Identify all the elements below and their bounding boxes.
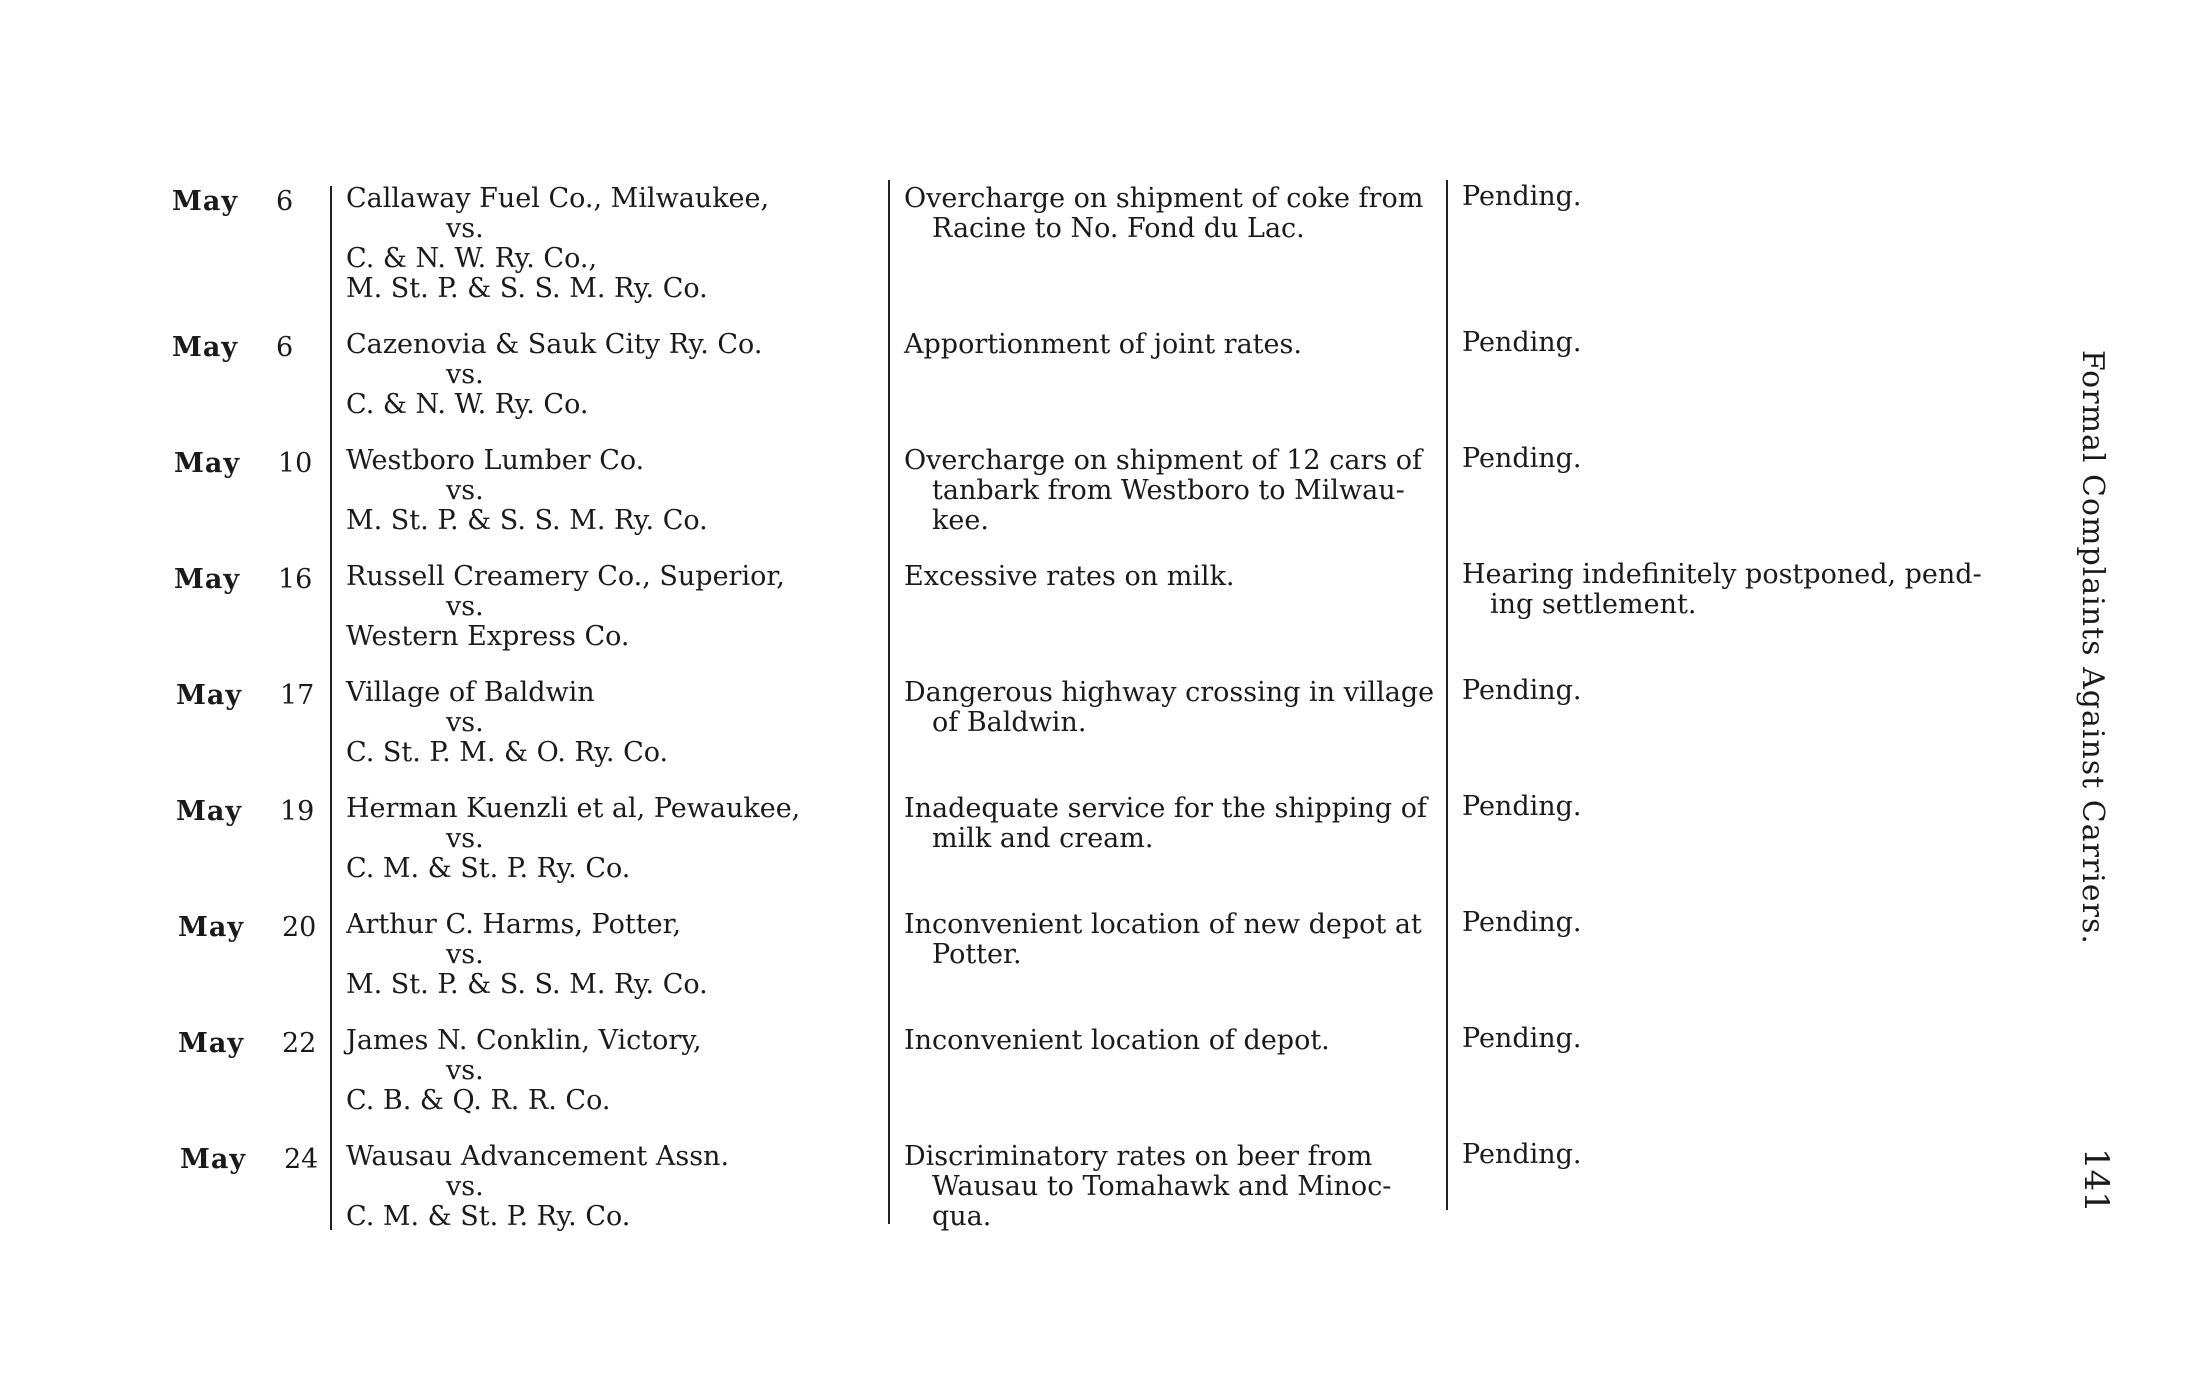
entry-date <box>176 796 315 827</box>
complaint-status <box>1462 908 2012 938</box>
complaint-status <box>1462 676 2012 706</box>
entry-date <box>172 186 294 217</box>
respondent: C. & N. W. Ry. Co. <box>346 389 589 420</box>
nature-line: Inconvenient location of new depot at <box>904 909 1422 940</box>
entry-month: May <box>172 332 239 363</box>
nature-line: Overcharge on shipment of coke from <box>904 183 1424 214</box>
nature-line: Inadequate service for the shipping of <box>904 793 1428 824</box>
entry-month: May <box>176 796 243 827</box>
complainant: Wausau Advancement Assn. <box>346 1141 730 1172</box>
entry-date <box>174 564 313 595</box>
entry-date <box>178 912 317 943</box>
respondent: Western Express Co. <box>346 621 630 652</box>
nature-of-complaint <box>904 1026 1440 1056</box>
entry-day: 22 <box>282 1028 317 1059</box>
respondent: C. M. & St. P. Ry. Co. <box>346 853 631 884</box>
entry-day: 17 <box>280 680 315 711</box>
entry-day: 10 <box>278 448 313 479</box>
page-number: 141 <box>2076 1148 2116 1213</box>
entry-date <box>178 1028 317 1059</box>
nature-line: tanbark from Westboro to Milwau- <box>932 475 1405 506</box>
nature-line: milk and cream. <box>932 823 1154 854</box>
entry-day: 6 <box>276 186 294 217</box>
nature-line: Dangerous highway crossing in village <box>904 677 1435 708</box>
nature-line: Discriminatory rates on beer from <box>904 1141 1373 1172</box>
entry-parties <box>346 1142 729 1232</box>
status-line: Pending. <box>1462 181 1582 212</box>
complainant: Village of Baldwin <box>346 677 595 708</box>
status-line: Pending. <box>1462 907 1582 938</box>
entry-parties <box>346 1026 702 1116</box>
entry-date <box>174 448 313 479</box>
nature-line: Excessive rates on milk. <box>904 561 1235 592</box>
entry-parties <box>346 794 800 884</box>
status-line: Pending. <box>1462 443 1582 474</box>
respondent: C. B. & Q. R. R. Co. <box>346 1085 611 1116</box>
versus-label: vs. <box>446 707 484 738</box>
complainant: Cazenovia & Sauk City Ry. Co. <box>346 329 763 360</box>
status-line: Pending. <box>1462 327 1582 358</box>
status-line: Pending. <box>1462 791 1582 822</box>
versus-label: vs. <box>446 359 484 390</box>
nature-line: qua. <box>932 1201 992 1232</box>
complaint-status <box>1462 1024 2012 1054</box>
nature-of-complaint <box>904 330 1440 360</box>
entry-date <box>180 1144 319 1175</box>
complaint-status <box>1462 792 2012 822</box>
versus-label: vs. <box>446 939 484 970</box>
respondent: C. M. & St. P. Ry. Co. <box>346 1201 631 1232</box>
complaint-status <box>1462 328 2012 358</box>
nature-of-complaint <box>904 678 1440 738</box>
entry-month: May <box>172 186 239 217</box>
respondent: M. St. P. & S. S. M. Ry. Co. <box>346 969 708 1000</box>
nature-line: kee. <box>932 505 989 536</box>
respondent: M. St. P. & S. S. M. Ry. Co. <box>346 273 708 304</box>
entry-month: May <box>176 680 243 711</box>
versus-label: vs. <box>446 591 484 622</box>
nature-of-complaint <box>904 910 1440 970</box>
nature-of-complaint <box>904 794 1440 854</box>
complaint-status <box>1462 560 2012 620</box>
entry-date <box>172 332 294 363</box>
entry-day: 16 <box>278 564 313 595</box>
complaint-status <box>1462 1140 2012 1170</box>
complainant: Russell Creamery Co., Superior, <box>346 561 785 592</box>
nature-of-complaint <box>904 1142 1440 1232</box>
entry-day: 24 <box>284 1144 319 1175</box>
versus-label: vs. <box>446 213 484 244</box>
entry-parties <box>346 678 668 768</box>
complaint-status <box>1462 444 2012 474</box>
entry-parties <box>346 330 762 420</box>
entry-month: May <box>180 1144 247 1175</box>
entry-month: May <box>178 912 245 943</box>
entry-month: May <box>174 448 241 479</box>
complainant: Westboro Lumber Co. <box>346 445 645 476</box>
status-line: Pending. <box>1462 1139 1582 1170</box>
entry-parties <box>346 446 708 536</box>
entry-month: May <box>178 1028 245 1059</box>
entry-day: 19 <box>280 796 315 827</box>
entry-parties <box>346 184 769 304</box>
entry-day: 20 <box>282 912 317 943</box>
status-line: Pending. <box>1462 675 1582 706</box>
respondent: C. & N. W. Ry. Co., <box>346 243 598 274</box>
nature-line: Inconvenient location of depot. <box>904 1025 1330 1056</box>
complainant: James N. Conklin, Victory, <box>346 1025 702 1056</box>
versus-label: vs. <box>446 823 484 854</box>
page-side-title: Formal Complaints Against Carriers. <box>2075 350 2110 945</box>
nature-line: Racine to No. Fond du Lac. <box>932 213 1305 244</box>
nature-line: Wausau to Tomahawk and Minoc- <box>932 1171 1392 1202</box>
complainant: Arthur C. Harms, Potter, <box>346 909 682 940</box>
respondent: M. St. P. & S. S. M. Ry. Co. <box>346 505 708 536</box>
nature-of-complaint <box>904 446 1440 536</box>
status-column-rule <box>1446 180 1448 1210</box>
complaint-status <box>1462 182 2012 212</box>
versus-label: vs. <box>446 1055 484 1086</box>
entry-day: 6 <box>276 332 294 363</box>
complainant: Callaway Fuel Co., Milwaukee, <box>346 183 770 214</box>
versus-label: vs. <box>446 475 484 506</box>
entry-date <box>176 680 315 711</box>
respondent: C. St. P. M. & O. Ry. Co. <box>346 737 669 768</box>
complainant: Herman Kuenzli et al, Pewaukee, <box>346 793 801 824</box>
entry-parties <box>346 562 785 652</box>
nature-column-rule <box>888 180 890 1224</box>
status-line: Pending. <box>1462 1023 1582 1054</box>
status-line: Hearing indefinitely postponed, pend- <box>1462 559 1982 590</box>
nature-line: Potter. <box>932 939 1022 970</box>
parties-column-rule <box>330 186 332 1230</box>
versus-label: vs. <box>446 1171 484 1202</box>
nature-line: of Baldwin. <box>932 707 1087 738</box>
nature-line: Overcharge on shipment of 12 cars of <box>904 445 1423 476</box>
entry-parties <box>346 910 708 1000</box>
nature-of-complaint <box>904 562 1440 592</box>
nature-of-complaint <box>904 184 1440 244</box>
entry-month: May <box>174 564 241 595</box>
nature-line: Apportionment of joint rates. <box>904 329 1302 360</box>
status-line: ing settlement. <box>1490 589 1697 620</box>
